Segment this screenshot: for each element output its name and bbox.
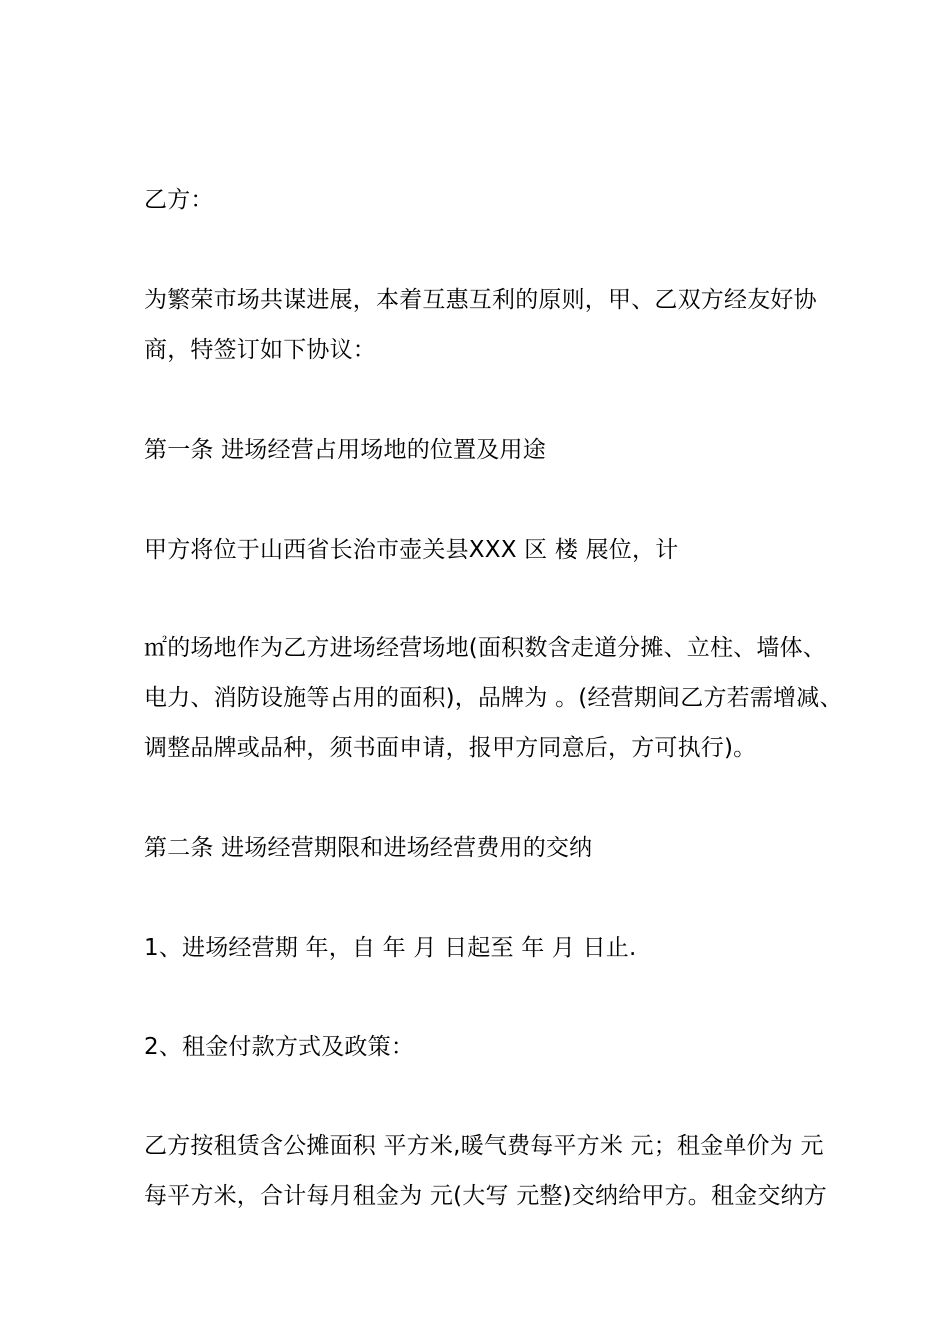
article-1-text-line-3: 电力、消防设施等占用的面积)，品牌为 。(经营期间乙方若需增减、 (144, 685, 843, 711)
article-2-heading: 第二条 进场经营期限和进场经营费用的交纳 (144, 835, 593, 861)
article-2-item-2: 2、租金付款方式及政策： (144, 1034, 415, 1060)
rent-terms-line-2: 每平方米，合计每月租金为 元(大写 元整)交纳给甲方。租金交纳方 (144, 1183, 827, 1209)
rent-terms-line-1: 乙方按租赁含公摊面积 平方米,暖气费每平方米 元；租金单价为 元 (144, 1133, 824, 1159)
article-1-text-line-4: 调整品牌或品种，须书面申请，报甲方同意后，方可执行)。 (144, 735, 757, 761)
article-2-item-1: 1、进场经营期 年，自 年 月 日起至 年 月 日止. (144, 935, 637, 961)
preamble-line-1: 为繁荣市场共谋进展，本着互惠互利的原则，甲、乙双方经友好协 (144, 287, 817, 313)
party-b-label: 乙方： (144, 187, 214, 213)
article-1-text-line-1: 甲方将位于山西省长治市壶关县XXX 区 楼 展位，计 (144, 537, 679, 563)
article-1-heading: 第一条 进场经营占用场地的位置及用途 (144, 437, 546, 463)
article-1-text-line-2: ㎡的场地作为乙方进场经营场地(面积数含走道分摊、立柱、墙体、 (144, 635, 826, 661)
preamble-line-2: 商，特签订如下协议： (144, 337, 376, 363)
